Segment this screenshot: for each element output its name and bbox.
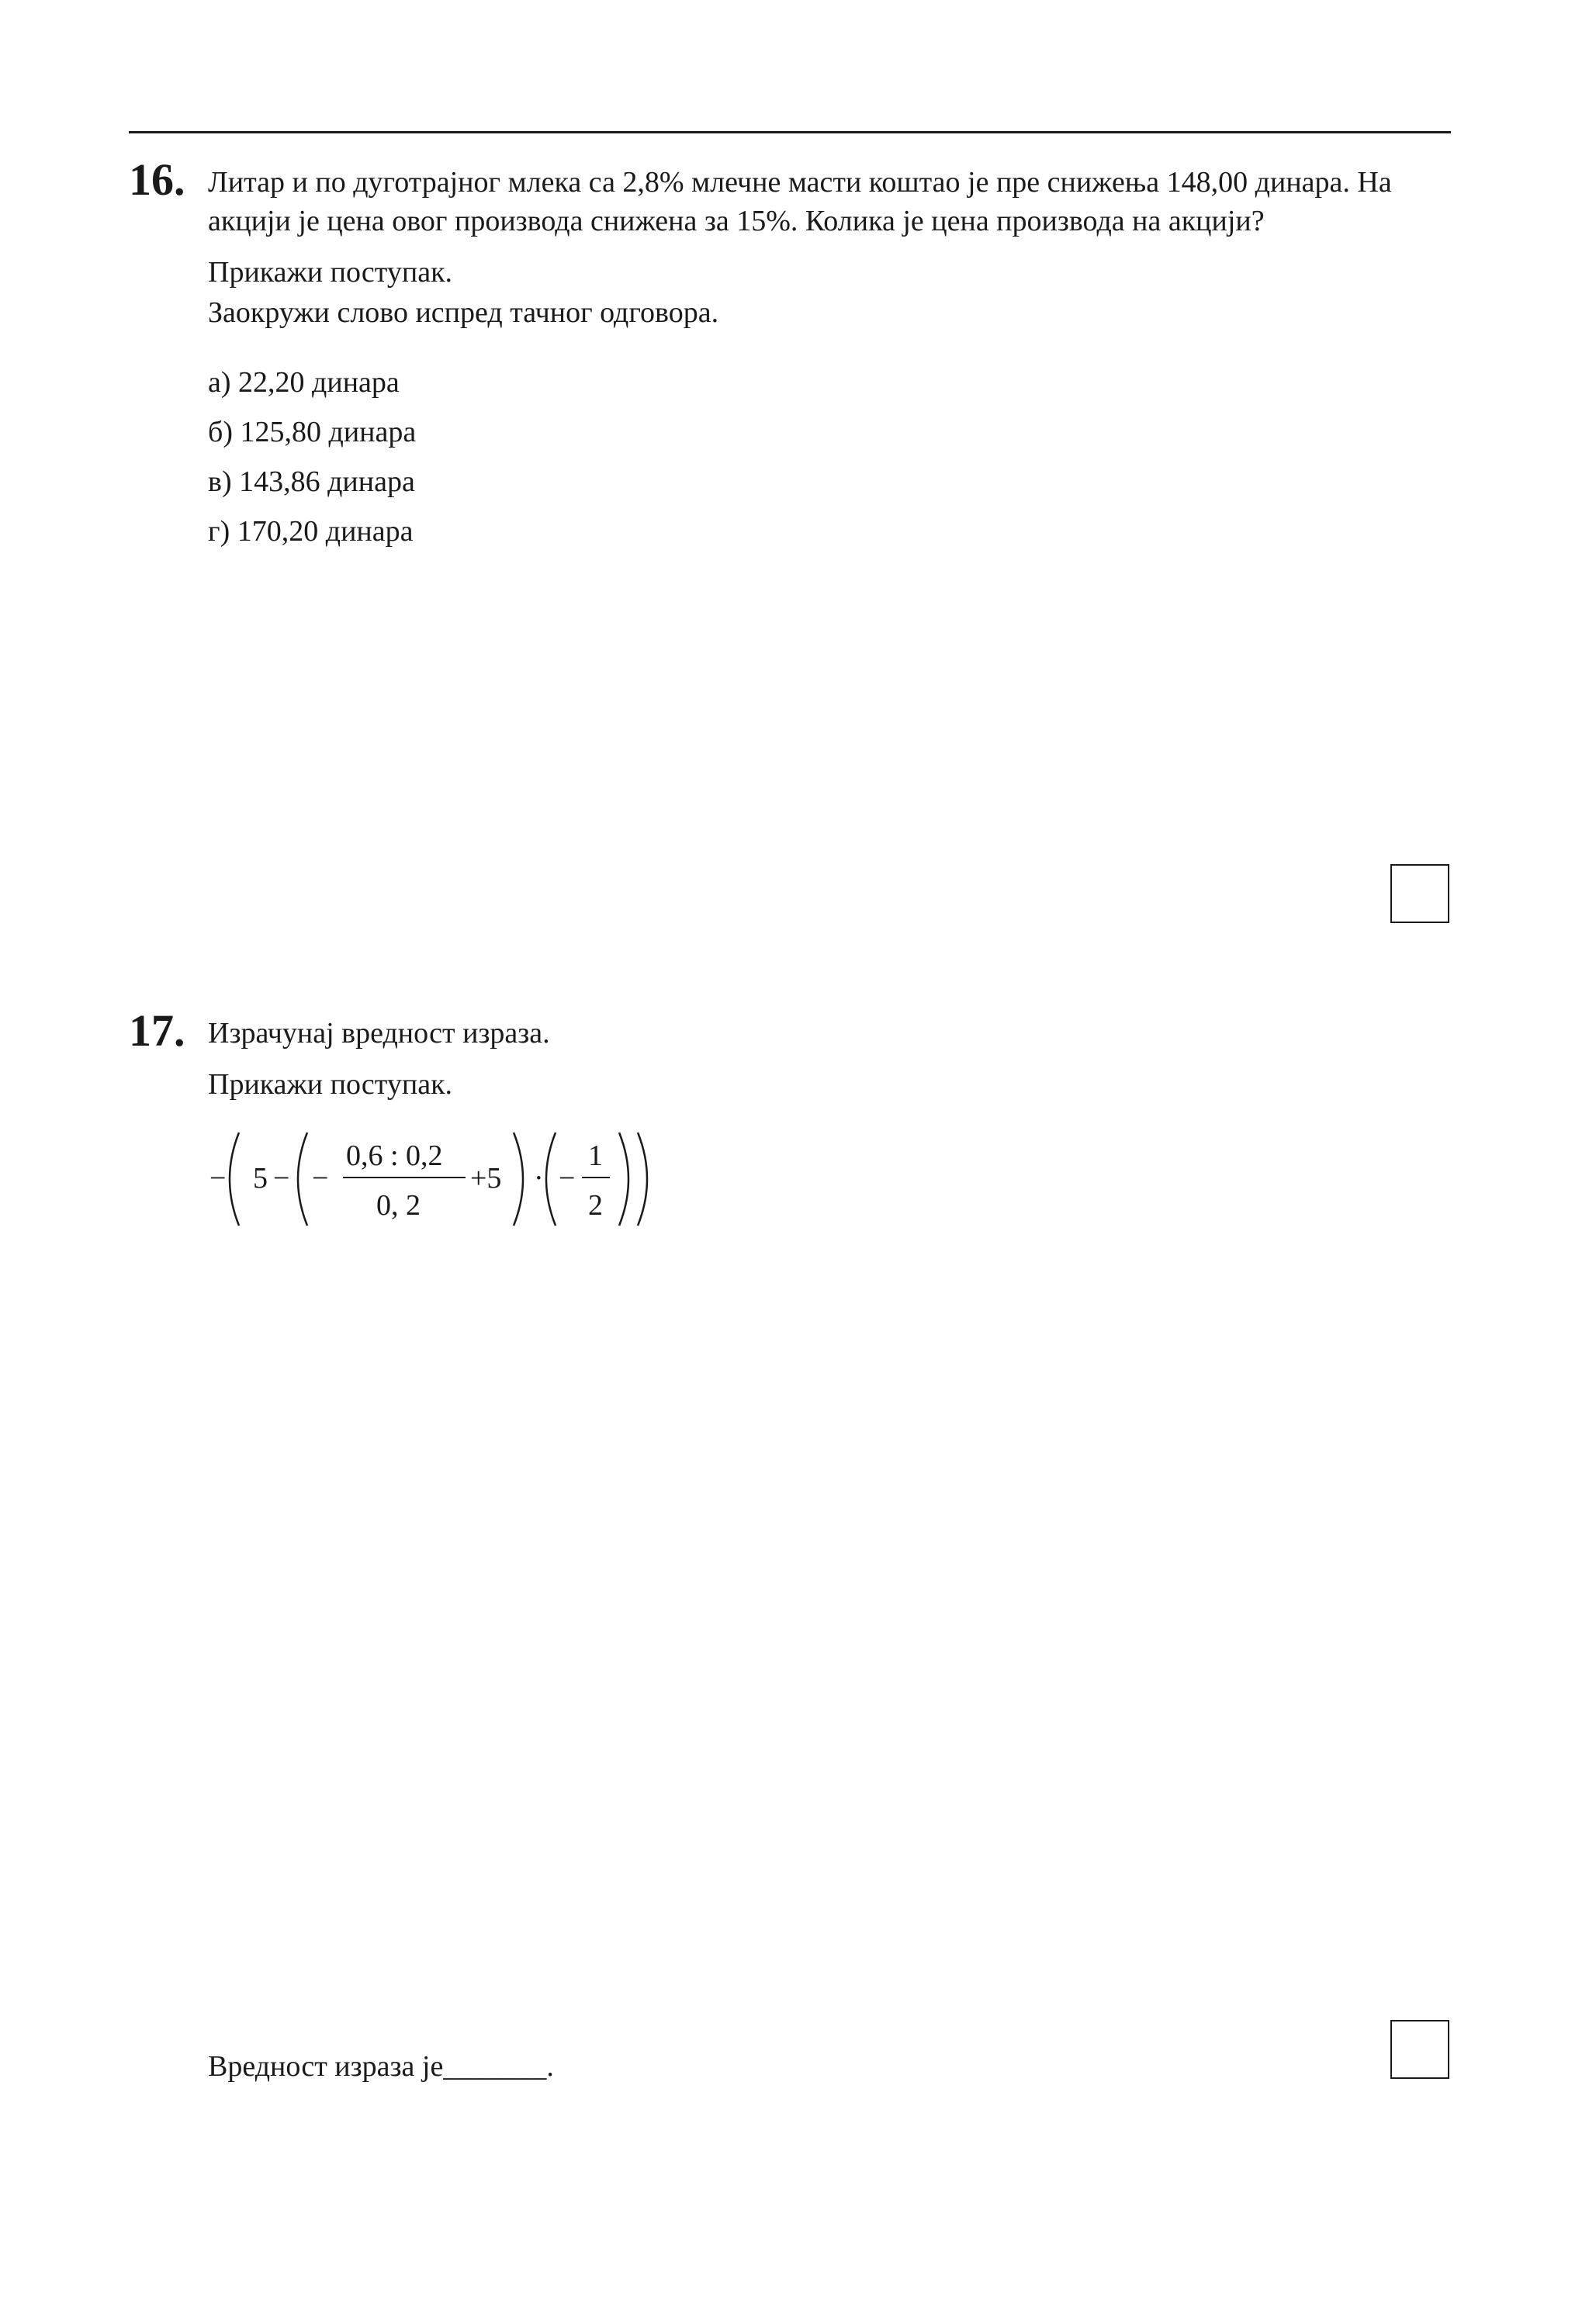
expr-frac2-numerator: 1 <box>588 1140 603 1172</box>
question-16-line-1: Литар и по дуготрајног млека са 2,8% млечне масти коштао је пре снижења 148,00 динара. На <box>208 166 1392 199</box>
option-g[interactable]: г) 170,20 динара <box>208 515 414 548</box>
question-16-circle-instruction: Заокружи слово испред тачног одговора. <box>208 296 719 329</box>
paren-right-outer <box>638 1133 647 1226</box>
question-17-instruction: Израчунај вредност израза. <box>208 1017 550 1050</box>
option-a[interactable]: а) 22,20 динара <box>208 366 400 399</box>
expr-inner-minus: − <box>312 1162 329 1195</box>
paren-left-inner-1 <box>298 1133 307 1226</box>
question-16-show-work: Прикажи поступак. <box>208 256 453 289</box>
result-period: . <box>546 2050 554 2083</box>
paren-right-inner-1 <box>514 1133 523 1226</box>
question-16-line-2: акцији је цена овог производа снижена за 15%. Колика је цена производа на акцији? <box>208 205 1265 237</box>
result-label: Вредност израза је <box>208 2050 444 2083</box>
result-blank[interactable]: _______ <box>443 2050 547 2083</box>
score-box-16[interactable] <box>1390 864 1449 923</box>
expr-frac2-minus: − <box>559 1162 576 1195</box>
top-rule <box>129 131 1451 133</box>
question-16-number: 16. <box>129 154 185 205</box>
question-17-number: 17. <box>129 1005 185 1056</box>
expr-five: 5 <box>253 1162 268 1195</box>
option-b[interactable]: б) 125,80 динара <box>208 416 417 448</box>
expr-minus: − <box>273 1162 290 1195</box>
expr-frac1-numerator: 0,6 : 0,2 <box>346 1140 443 1172</box>
option-v[interactable]: в) 143,86 динара <box>208 465 415 498</box>
result-line <box>208 2046 554 2087</box>
paren-left-outer <box>230 1133 239 1226</box>
score-box-17[interactable] <box>1390 2020 1449 2079</box>
math-expression <box>209 1125 675 1233</box>
expr-frac2-denominator: 2 <box>588 1189 603 1222</box>
expr-dot: · <box>534 1162 544 1195</box>
expr-outer-minus: − <box>209 1162 227 1195</box>
expr-frac1-denominator: 0, 2 <box>376 1189 421 1222</box>
expr-plus-five: +5 <box>470 1162 502 1195</box>
question-17-show-work: Прикажи поступак. <box>208 1068 453 1101</box>
paren-left-inner-2 <box>546 1133 556 1226</box>
paren-right-inner-2 <box>619 1133 628 1226</box>
